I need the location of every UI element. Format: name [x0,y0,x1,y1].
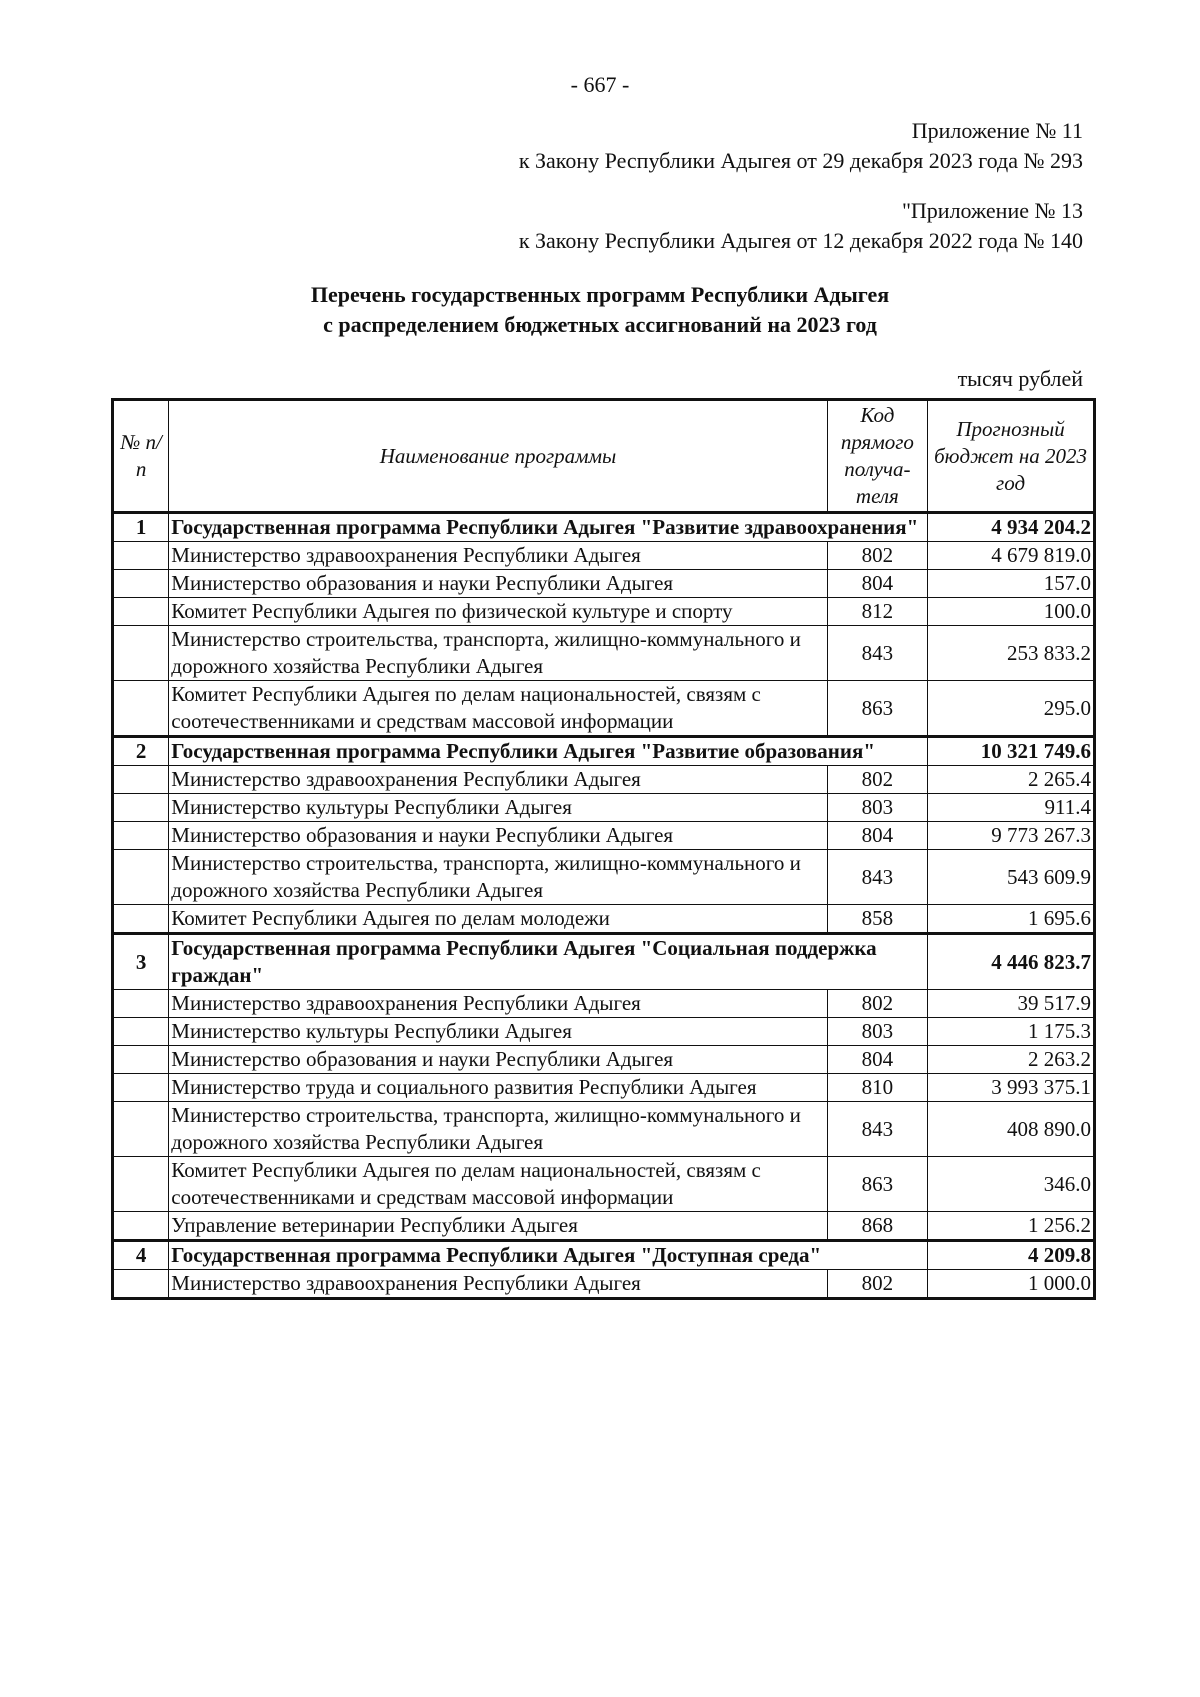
recipient-name: Министерство здравоохранения Республики Адыгея [169,1270,827,1299]
program-row [113,1241,1095,1270]
annex-current-title: Приложение № 11 [911,118,1083,143]
recipient-code: 812 [827,598,928,626]
recipient-amount: 4 679 819.0 [928,542,1095,570]
recipient-code: 803 [827,794,928,822]
row-number-cell [113,1018,169,1046]
table-row [113,626,1095,681]
annex-original-law: к Закону Республики Адыгея от 12 декабря 2022 года № 140 [518,228,1083,253]
row-number-cell [113,990,169,1018]
row-number-cell [113,850,169,905]
table-row [113,1157,1095,1212]
program-row [113,737,1095,766]
row-number-cell [113,626,169,681]
recipient-name: Комитет Республики Адыгея по делам молодежи [169,905,827,934]
recipient-amount: 1 256.2 [928,1212,1095,1241]
table-row [113,850,1095,905]
recipient-name: Управление ветеринарии Республики Адыгея [169,1212,827,1241]
table-row [113,1046,1095,1074]
budget-table [111,398,1096,1300]
units-label: тысяч рублей [957,366,1083,391]
recipient-code: 802 [827,542,928,570]
recipient-name: Министерство здравоохранения Республики Адыгея [169,990,827,1018]
program-total: 4 209.8 [928,1241,1095,1270]
table-row [113,1212,1095,1241]
recipient-amount: 543 609.9 [928,850,1095,905]
recipient-name: Министерство культуры Республики Адыгея [169,794,827,822]
row-number-cell [113,570,169,598]
recipient-amount: 100.0 [928,598,1095,626]
annex-original-title: "Приложение № 13 [901,198,1083,223]
recipient-name: Министерство культуры Республики Адыгея [169,1018,827,1046]
annex-current [519,116,1083,176]
program-number: 3 [113,934,169,990]
recipient-amount: 2 263.2 [928,1046,1095,1074]
row-number-cell [113,542,169,570]
table-row [113,1018,1095,1046]
page-number: - 667 - [570,72,630,97]
row-number-cell [113,1102,169,1157]
recipient-name: Министерство образования и науки Республики Адыгея [169,570,827,598]
row-number-cell [113,598,169,626]
header-num: № п/п [113,400,169,513]
recipient-code: 868 [827,1212,928,1241]
document-title-line2: с распределением бюджетных ассигнований на 2023 год [323,312,877,337]
recipient-name: Министерство здравоохранения Республики Адыгея [169,766,827,794]
header-budget: Прогнозный бюджет на 2023 год [928,400,1095,513]
recipient-name: Министерство строительства, транспорта, жилищно-коммунального и дорожного хозяйства Республики Адыгея [169,626,827,681]
row-number-cell [113,794,169,822]
annex-original [519,196,1083,256]
recipient-name: Министерство строительства, транспорта, жилищно-коммунального и дорожного хозяйства Республики Адыгея [169,850,827,905]
program-total: 10 321 749.6 [928,737,1095,766]
table-row [113,1270,1095,1299]
program-number: 4 [113,1241,169,1270]
recipient-code: 858 [827,905,928,934]
recipient-amount: 911.4 [928,794,1095,822]
row-number-cell [113,822,169,850]
program-row [113,513,1095,542]
program-name: Государственная программа Республики Адыгея "Доступная среда" [169,1241,928,1270]
recipient-code: 843 [827,626,928,681]
recipient-amount: 346.0 [928,1157,1095,1212]
table-row [113,822,1095,850]
table-row [113,598,1095,626]
row-number-cell [113,1074,169,1102]
row-number-cell [113,766,169,794]
row-number-cell [113,905,169,934]
table-row [113,990,1095,1018]
table-row [113,570,1095,598]
header-name: Наименование программы [169,400,827,513]
table-row [113,1074,1095,1102]
table-row [113,766,1095,794]
document-title-line1: Перечень государственных программ Республики Адыгея [310,282,890,307]
recipient-code: 843 [827,850,928,905]
recipient-name: Министерство труда и социального развития Республики Адыгея [169,1074,827,1102]
recipient-amount: 408 890.0 [928,1102,1095,1157]
recipient-amount: 1 695.6 [928,905,1095,934]
recipient-code: 863 [827,681,928,737]
recipient-code: 843 [827,1102,928,1157]
program-total: 4 446 823.7 [928,934,1095,990]
recipient-amount: 295.0 [928,681,1095,737]
recipient-code: 804 [827,570,928,598]
document-title [0,280,1200,340]
recipient-amount: 253 833.2 [928,626,1095,681]
recipient-name: Министерство здравоохранения Республики Адыгея [169,542,827,570]
recipient-name: Комитет Республики Адыгея по физической культуре и спорту [169,598,827,626]
row-number-cell [113,1157,169,1212]
recipient-name: Министерство образования и науки Республики Адыгея [169,1046,827,1074]
program-row [113,934,1095,990]
recipient-amount: 1 000.0 [928,1270,1095,1299]
row-number-cell [113,1046,169,1074]
table-row [113,681,1095,737]
recipient-name: Комитет Республики Адыгея по делам национальностей, связям с соотечественниками и средствам массовой информации [169,1157,827,1212]
recipient-code: 802 [827,990,928,1018]
row-number-cell [113,1270,169,1299]
table-header-row [113,400,1095,513]
header-code: Код прямого получа-теля [827,400,928,513]
program-total: 4 934 204.2 [928,513,1095,542]
recipient-name: Министерство образования и науки Республики Адыгея [169,822,827,850]
recipient-code: 804 [827,1046,928,1074]
recipient-code: 810 [827,1074,928,1102]
recipient-code: 863 [827,1157,928,1212]
recipient-code: 803 [827,1018,928,1046]
table-body [113,513,1095,1299]
recipient-amount: 39 517.9 [928,990,1095,1018]
recipient-name: Министерство строительства, транспорта, жилищно-коммунального и дорожного хозяйства Республики Адыгея [169,1102,827,1157]
program-number: 2 [113,737,169,766]
row-number-cell [113,681,169,737]
recipient-amount: 157.0 [928,570,1095,598]
recipient-code: 802 [827,1270,928,1299]
table-row [113,905,1095,934]
table-row [113,794,1095,822]
recipient-amount: 1 175.3 [928,1018,1095,1046]
program-name: Государственная программа Республики Адыгея "Развитие образования" [169,737,928,766]
program-number: 1 [113,513,169,542]
annex-current-law: к Закону Республики Адыгея от 29 декабря 2023 года № 293 [518,148,1083,173]
program-name: Государственная программа Республики Адыгея "Социальная поддержка граждан" [169,934,928,990]
recipient-amount: 9 773 267.3 [928,822,1095,850]
row-number-cell [113,1212,169,1241]
table-row [113,1102,1095,1157]
recipient-name: Комитет Республики Адыгея по делам национальностей, связям с соотечественниками и средствам массовой информации [169,681,827,737]
table-row [113,542,1095,570]
program-name: Государственная программа Республики Адыгея "Развитие здравоохранения" [169,513,928,542]
recipient-amount: 3 993 375.1 [928,1074,1095,1102]
recipient-code: 802 [827,766,928,794]
recipient-code: 804 [827,822,928,850]
recipient-amount: 2 265.4 [928,766,1095,794]
